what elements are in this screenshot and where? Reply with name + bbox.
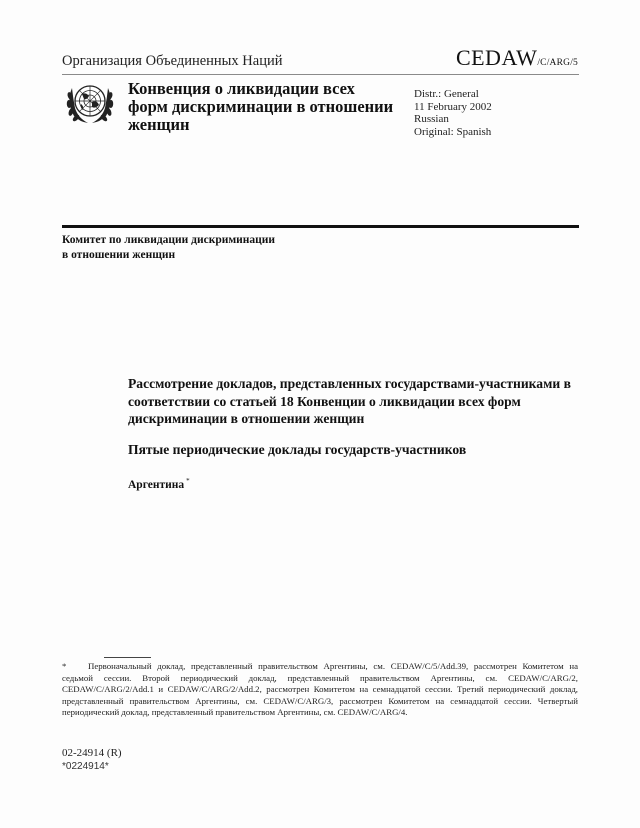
- committee-line-1: Комитет по ликвидации дискриминации: [62, 234, 276, 246]
- convention-title: Конвенция о ликвидации всех форм дискриминации в отношении женщин: [128, 79, 394, 134]
- distribution-block: [414, 88, 492, 138]
- consideration-heading: Рассмотрение докладов, представленных государствами-участниками в соответствии со статьей 18 Конвенции о ликвидации всех форм дискриминации в отношении женщин: [128, 376, 571, 426]
- header-divider: [62, 74, 579, 75]
- footnote-mark: *: [62, 661, 67, 671]
- section-divider: [62, 225, 579, 228]
- document-symbol-sub: /C/ARG/5: [537, 58, 578, 68]
- barcode-text: *0224914*: [62, 761, 109, 772]
- footnote: [62, 661, 578, 719]
- periodic-reports-heading: Пятые периодические доклады государств-участников: [128, 442, 467, 457]
- country-name: Аргентина: [128, 479, 185, 491]
- committee-line-2: в отношении женщин: [62, 249, 176, 261]
- distribution-status: Distr.: General: [414, 88, 479, 100]
- document-language: Russian: [414, 113, 449, 126]
- footnote-reference[interactable]: *: [186, 477, 190, 485]
- footnote-separator: [104, 657, 151, 658]
- document-symbol-main: CEDAW: [455, 45, 538, 70]
- country-heading: [128, 477, 190, 491]
- organization-name: Организация Объединенных Наций: [62, 53, 283, 69]
- footnote-text: Первоначальный доклад, представленный правительством Аргентины, см. CEDAW/C/5/Add.39, рассмотрен Комитетом на седьмой сессии. Второй периодический доклад, представленный правительством Аргентины, см. CEDAW/C/ARG/2, CEDAW/C/ARG/2/Add.1 и CEDAW/C/ARG/2/Add.2, рассмотрен Комитетом на семнадцатой сессии. Третий периодический доклад, представленный правительством Аргентины, см. CEDAW/C/ARG/3, рассмотрен Комитетом на семнадцатой сессии. Четвертый периодический доклад, представленный правительством Аргентины, см. CEDAW/C/ARG/4.: [62, 661, 578, 717]
- un-emblem-icon: [64, 80, 116, 126]
- committee-name: [62, 233, 275, 263]
- document-symbol: [456, 45, 578, 71]
- original-language: Original: Spanish: [414, 125, 492, 138]
- document-number: 02-24914 (R): [62, 747, 122, 759]
- document-date: 11 February 2002: [414, 100, 492, 113]
